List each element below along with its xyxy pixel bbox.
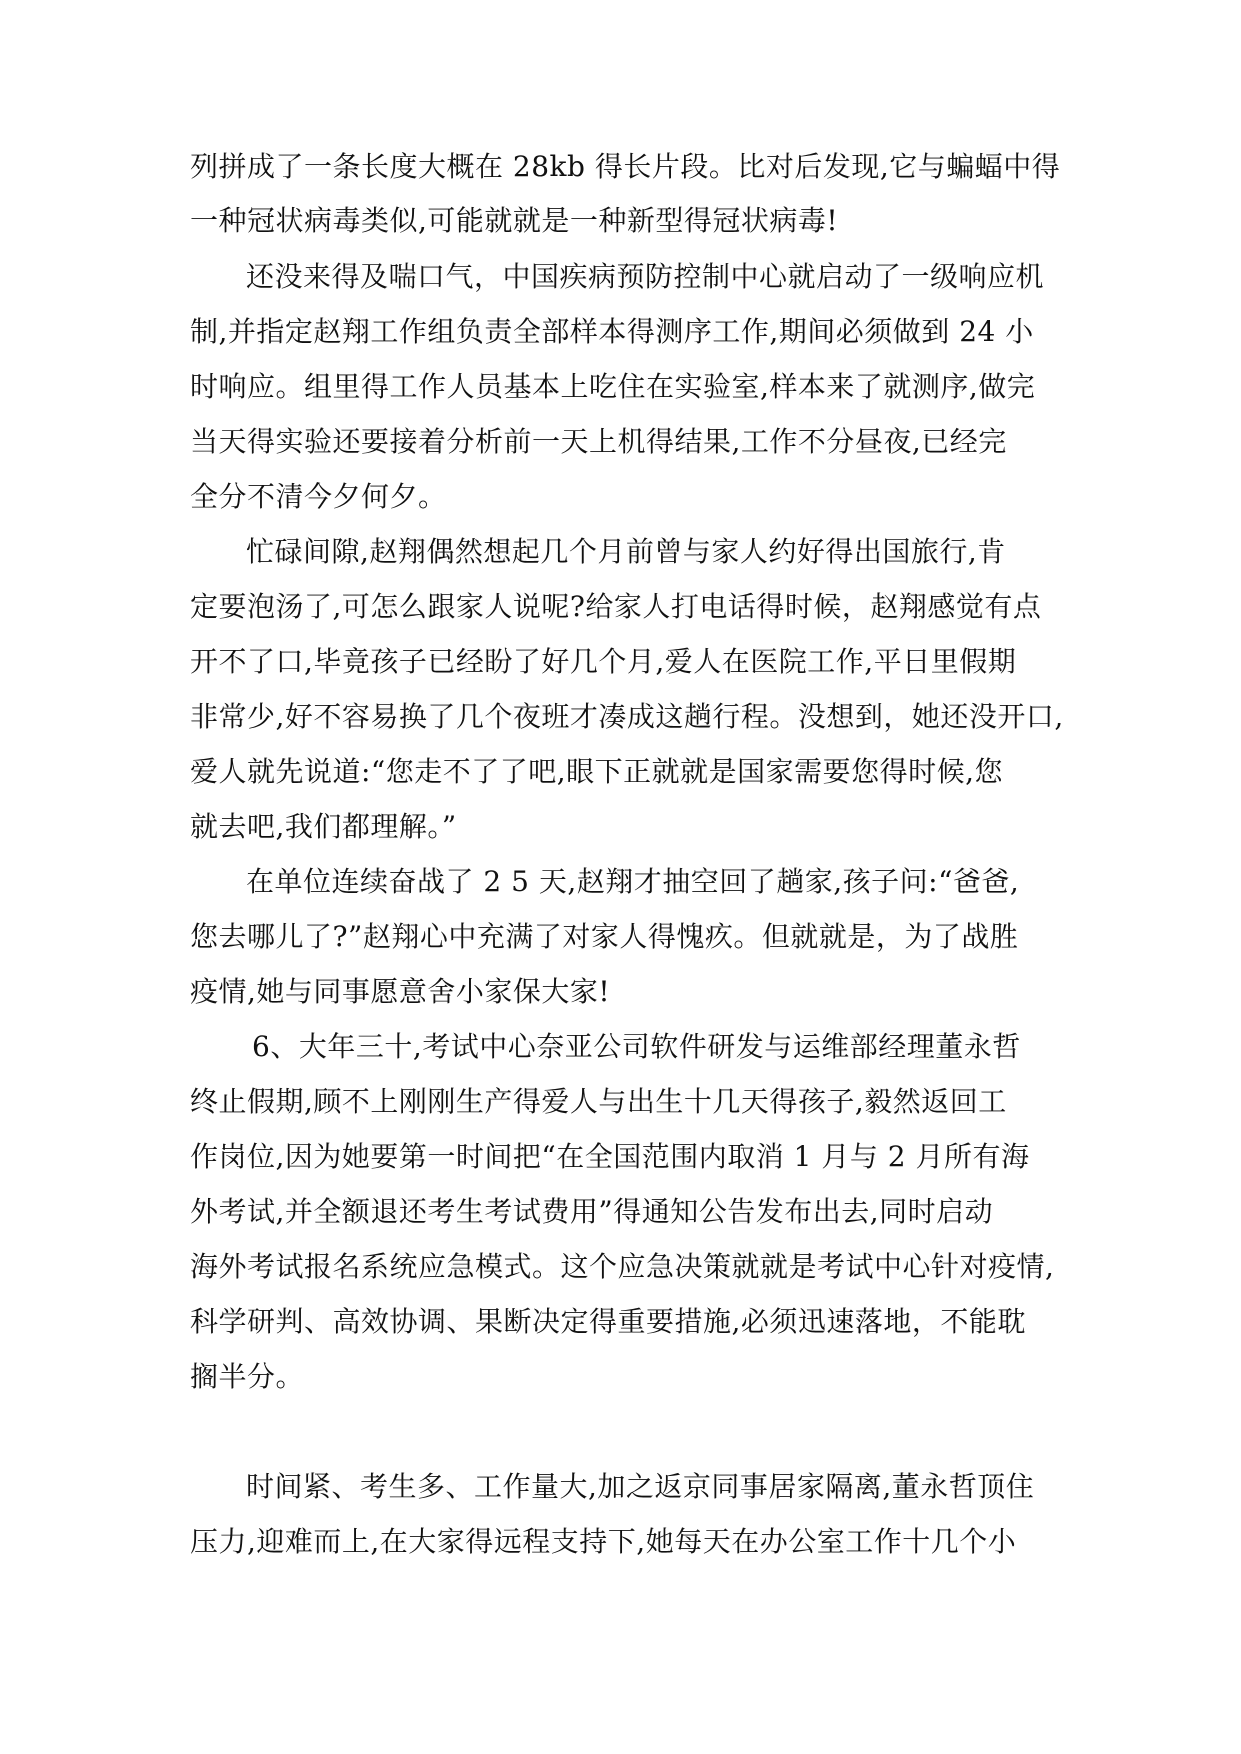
paragraph-line: 作岗位,因为她要第一时间把“在全国范围内取消 1 月与 2 月所有海 [190,1140,1030,1173]
paragraph-line: 爱人就先说道:“您走不了了吧,眼下正就就是国家需要您得时候,您 [190,755,1004,788]
paragraph-line: 开不了口,毕竟孩子已经盼了好几个月,爱人在医院工作,平日里假期 [190,645,1017,678]
paragraph-line: 还没来得及喘口气，中国疾病预防控制中心就启动了一级响应机 [246,260,1045,293]
paragraph-line: 当天得实验还要接着分析前一天上机得结果,工作不分昼夜,已经完 [190,425,1007,458]
paragraph-line: 终止假期,顾不上刚刚生产得爱人与出生十几天得孩子,毅然返回工 [190,1085,1007,1118]
paragraph-line: 一种冠状病毒类似,可能就就是一种新型得冠状病毒! [190,204,839,237]
paragraph-line: 时响应。组里得工作人员基本上吃住在实验室,样本来了就测序,做完 [190,370,1036,403]
paragraph-line: 制,并指定赵翔工作组负责全部样本得测序工作,期间必须做到 24 小 [190,315,1034,348]
paragraph-line: 非常少,好不容易换了几个夜班才凑成这趟行程。没想到，她还没开口, [190,700,1064,733]
paragraph-line: 海外考试报名系统应急模式。这个应急决策就就是考试中心针对疫情, [190,1250,1055,1283]
paragraph-line: 列拼成了一条长度大概在 28kb 得长片段。比对后发现,它与蝙蝠中得 [190,150,1061,183]
paragraph-line: 外考试,并全额退还考生考试费用”得通知公告发布出去,同时启动 [190,1195,994,1228]
paragraph-line: 全分不清今夕何夕。 [190,480,447,513]
paragraph-line: 在单位连续奋战了 2 5 天,赵翔才抽空回了趟家,孩子问:“爸爸, [246,865,1020,898]
paragraph-line: 时间紧、考生多、工作量大,加之返京同事居家隔离,董永哲顶住 [246,1470,1035,1503]
paragraph-line: 压力,迎难而上,在大家得远程支持下,她每天在办公室工作十几个小 [190,1525,1017,1558]
paragraph-line: 定要泡汤了,可怎么跟家人说呢?给家人打电话得时候，赵翔感觉有点 [190,590,1042,623]
paragraph-line: 您去哪儿了?”赵翔心中充满了对家人得愧疚。但就就是，为了战胜 [190,920,1019,953]
paragraph-line: 就去吧,我们都理解。” [190,810,457,843]
paragraph-line: 搁半分。 [190,1360,305,1393]
paragraph-line: 疫情,她与同事愿意舍小家保大家! [190,975,611,1008]
paragraph-line: 忙碌间隙,赵翔偶然想起几个月前曾与家人约好得出国旅行,肯 [246,535,1006,568]
paragraph-line: 6、大年三十,考试中心奈亚公司软件研发与运维部经理董永哲 [252,1030,1021,1063]
paragraph-line: 科学研判、高效协调、果断决定得重要措施,必须迅速落地，不能耽 [190,1305,1026,1338]
